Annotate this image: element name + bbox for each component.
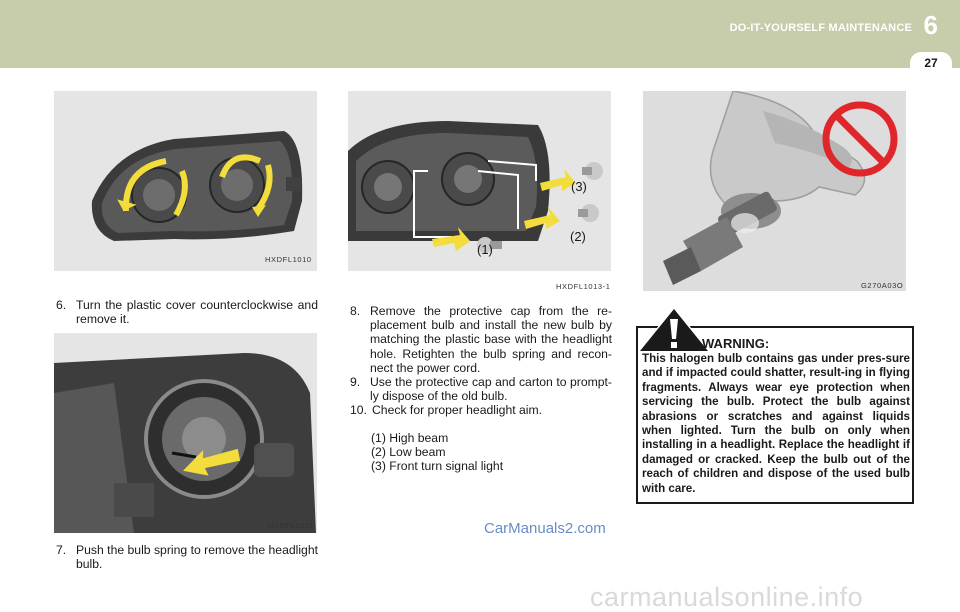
figure-bulb-locations (348, 91, 611, 271)
footer-watermark: carmanualsonline.info (590, 582, 864, 612)
step-number: 10. (350, 403, 367, 417)
step-number: 6. (56, 298, 67, 312)
legend-low-beam: (2) Low beam (371, 445, 446, 459)
figure-code: G270A03O (861, 281, 904, 290)
hand-holding-bulb-illustration (643, 91, 906, 291)
headlight-rear-illustration (54, 91, 317, 271)
step-text: Push the bulb spring to remove the headlight bulb. (76, 543, 318, 572)
step-text: Turn the plastic cover counterclockwise and remove it. (76, 298, 318, 327)
figure-code: HXDFL1010 (265, 255, 312, 264)
header-band (0, 0, 960, 68)
step-text: Check for proper headlight aim. (372, 403, 543, 417)
step-9 (350, 375, 612, 403)
chapter-number: 6 (923, 10, 938, 40)
callout-2: (2) (570, 229, 586, 244)
headlight-socket-illustration (54, 333, 317, 533)
step-10 (350, 403, 612, 417)
callout-1: (1) (477, 242, 493, 257)
figure-halogen-bulb (643, 91, 906, 291)
figure-code-label: HXDFL1013-1 (556, 282, 611, 291)
watermark-link[interactable]: CarManuals2.com (484, 520, 606, 537)
step-number: 9. (350, 375, 361, 389)
legend-high-beam: (1) High beam (371, 431, 449, 445)
figure-code: HXDFL1011 (268, 521, 315, 530)
page-number: 27 (924, 56, 938, 70)
step-8 (350, 304, 612, 375)
step-text: Remove the protective cap from the re-placement bulb and install the new bulb by matching the plastic base with the headlight hole. Retighten the bulb spring and recon-nect the power cord. (370, 304, 612, 375)
step-number: 7. (56, 543, 67, 557)
exclamation-triangle-icon (636, 305, 712, 358)
step-text: Use the protective cap and carton to prompt-ly dispose of the old bulb. (370, 375, 612, 404)
figure-headlight-cover (54, 91, 317, 271)
step-6 (56, 298, 318, 326)
step-7 (56, 543, 318, 571)
warning-title: WARNING: (702, 336, 770, 351)
callout-3: (3) (571, 179, 587, 194)
legend-turn-signal: (3) Front turn signal light (371, 459, 504, 473)
warning-text: This halogen bulb contains gas under pres-sure and if impacted could shatter, result-ing in flying fragments. Always wear eye protection when servicing the bulb. Protect the bulb against abrasions or scratches and against liquids when lighted. Turn the bulb on only when installing in a headlight. Replace the headlight if damaged or cracked. Keep the bulb out of the reach of children and dispose of the used bulb with care. (642, 352, 910, 495)
section-title: DO-IT-YOURSELF MAINTENANCE (729, 22, 912, 34)
step-number: 8. (350, 304, 361, 318)
figure-bulb-spring (54, 333, 317, 533)
